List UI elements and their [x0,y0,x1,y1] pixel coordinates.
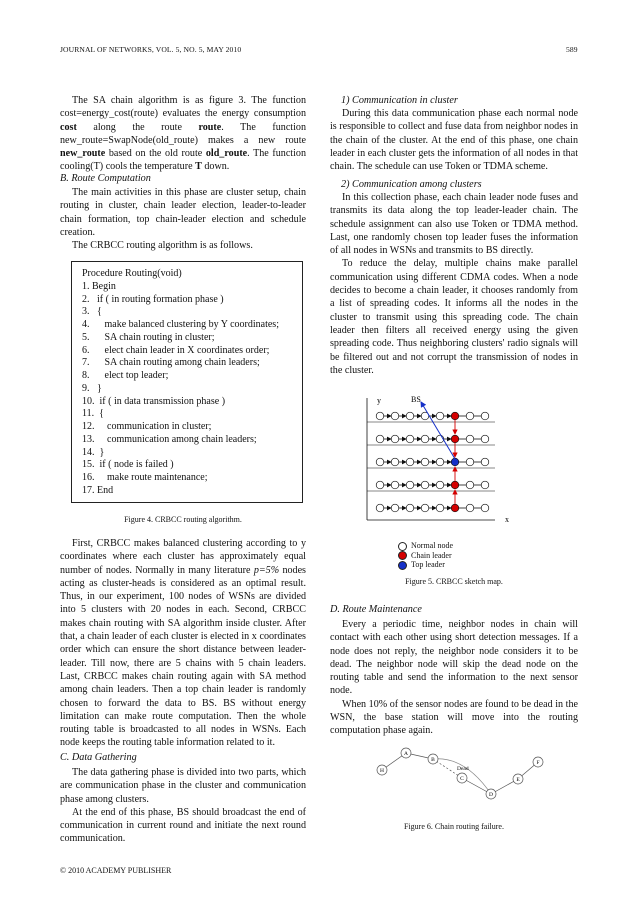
procedure-line: 13. communication among chain leaders; [82,433,257,445]
normal-node [406,458,414,466]
normal-node [436,481,444,489]
normal-node [406,481,414,489]
chain-leader-node [451,412,459,420]
normal-node [481,504,489,512]
normal-node [436,504,444,512]
left-column [60,94,306,174]
procedure-line: 14. } [82,446,105,458]
normal-node [421,504,429,512]
procedure-line: 2. if ( in routing formation phase ) [82,293,224,305]
procedure-line: 12. communication in cluster; [82,421,212,432]
normal-node [406,504,414,512]
normal-node [436,412,444,420]
normal-node [481,435,489,443]
footer-copyright: © 2010 ACADEMY PUBLISHER [60,866,172,875]
top-leader-icon [398,561,407,570]
legend-top-leader: Top leader [398,560,453,570]
subsection-2-title: 2) Communication among clusters [341,179,482,190]
section-c-title: C. Data Gathering [60,752,137,763]
procedure-line: 1. Begin [82,280,116,292]
paragraph-cdma: To reduce the delay, multiple chains make parallel communication using different CDMA codes. When a node decides to become a chain leader, it chooses randomly from a list of spreading codes. It informs all the nodes in the cluster to transmit using this spreading code. The chain leader then filters all received energy using the given spreading code. Thus neighboring clusters' radio signals will be filtered out and not corrupt the transmission of nodes in the cluster. [330,258,578,376]
dead-label: Dead [457,766,469,772]
normal-node [391,504,399,512]
procedure-line: 10. if ( in data transmission phase ) [82,395,226,407]
y-axis-label: y [377,396,381,405]
normal-node [376,481,384,489]
chain-node-label: B [431,757,435,763]
normal-node [376,435,384,443]
journal-header: JOURNAL OF NETWORKS, VOL. 5, NO. 5, MAY 2010 [60,45,242,54]
normal-node [481,412,489,420]
figure-6-caption: Figure 6. Chain routing failure. [404,822,504,831]
chain-node-label: H [380,768,384,774]
normal-node [481,458,489,466]
procedure-line: 7. SA chain routing among chain leaders; [82,357,260,369]
normal-node [376,412,384,420]
normal-node [436,458,444,466]
legend-chain-leader: Chain leader [398,551,453,561]
procedure-line: 9. } [82,382,102,394]
chain-leader-node [451,435,459,443]
section-b-title: B. Route Computation [60,173,151,184]
legend-normal-node: Normal node [398,541,453,551]
chain-node-label: C [460,776,464,782]
procedure-line: 4. make balanced clustering by Y coordinates; [82,319,279,330]
fig5-legend [398,541,453,570]
procedure-line: Procedure Routing(void) [82,268,182,279]
chain-leader-icon [398,551,407,560]
normal-node [421,458,429,466]
normal-node [391,458,399,466]
paragraph-communication-among-clusters: In this collection phase, each chain leader node fuses and transmits its data along the top leader-leader chain. The schedule assignment can also use Token or TDMA method. Last, one randomly chosen top leader fuses the information of all nodes in WSNs and transmits to BS directly. [330,192,578,257]
section-d-title: D. Route Maintenance [330,604,422,615]
figure-5-caption: Figure 5. CRBCC sketch map. [405,577,503,586]
normal-node [376,504,384,512]
top-leader-node [451,458,459,466]
procedure-line: 11. { [82,408,104,420]
normal-node [376,458,384,466]
normal-node [391,412,399,420]
paragraph-route-computation: The main activities in this phase are cluster setup, chain routing in cluster, chain leader election, leader-to-leader chain formation, top chain-leader election and schedule creation. [60,187,306,238]
procedure-line: 15. if ( node is failed ) [82,459,174,471]
paragraph-route-maintenance: Every a periodic time, neighbor nodes in chain will contact with each other using short detection messages. If a node does not reply, the neighbor node considers it to be dead. The neighbor node will skip the dead node on the routing table and send the information to the next sensor node. [330,619,578,697]
normal-node [406,435,414,443]
paragraph-communication-in-cluster: During this data communication phase each normal node is responsible to collect and fuse data from neighbor nodes in the chain of the cluster. At the end of this phase, one chain leader in each cluster gets the information of all nodes in that chain. The schedule can use Token or TDMA scheme. [330,108,578,173]
figure-4-caption: Figure 4. CRBCC routing algorithm. [124,515,242,524]
paragraph-crbcc-intro: The CRBCC routing algorithm is as follows. [72,240,253,252]
chain-node-label: D [489,792,493,798]
chain-node-label: F [536,760,540,766]
paragraph-crbcc-clustering: First, CRBCC makes balanced clustering according to y coordinates where each cluster has approximately equal number of nodes. Normally in many literature p=5% nodes acting as cluster-heads is considered as an optimal result. Thus, in our experiment, 100 nodes of WSNs are divided into 5 clusters with 20 nodes in each. Second, CRBCC makes chain routing with SA algorithm inside cluster. After that, a chain leader of each cluster is elected in x coordinates order which can ensure the short distance between leader-leader. Till now, there are 5 chains with 5 chain leaders. Last, CRBCC makes chain routing again with SA method among chain leaders. Then a top chain leader is randomly chosen to forward the data to BS. BS without energy limitation can make route computation. Then the whole routing table is broadcasted to all nodes in WSNs. Each node keeps the routing table information related to it. [60,538,306,749]
normal-node-icon [398,542,407,551]
normal-node [391,481,399,489]
procedure-line: 8. elect top leader; [82,370,169,381]
chain-node-label: A [404,751,408,757]
normal-node [406,412,414,420]
normal-node [466,504,474,512]
normal-node [421,435,429,443]
normal-node [466,481,474,489]
normal-node [421,481,429,489]
procedure-line: 6. elect chain leader in X coordinates order; [82,344,270,356]
procedure-line: 16. make route maintenance; [82,472,208,483]
normal-node [391,435,399,443]
normal-node [466,435,474,443]
bs-label: BS [411,395,421,404]
subsection-1-title: 1) Communication in cluster [341,95,458,106]
paragraph-broadcast-end: At the end of this phase, BS should broadcast the end of communication in current round and initiate the next round communication. [60,806,306,845]
paragraph-recompute: When 10% of the sensor nodes are found to be dead in the WSN, the base station will move into the routing computation phase again. [330,698,578,737]
x-axis-label: x [505,515,509,524]
normal-node [466,458,474,466]
chain-routing-failure-diagram [365,744,555,806]
procedure-line: 3. { [82,306,102,318]
procedure-box [71,261,303,503]
page-number: 589 [566,45,578,54]
paragraph-data-gathering: The data gathering phase is divided into two parts, which are communication phase in the cluster and communication phase among clusters. [60,767,306,805]
paragraph-sa-function: The SA chain algorithm is as figure 3. The function cost=energy_cost(route) evaluates the energy consumption cost along the route route. The function new_route=SwapNode(old_route) makes a new route new_route based on the old route old_route. The function cooling(T) cools the temperature T down. [60,95,307,173]
chain-leader-node [451,481,459,489]
normal-node [466,412,474,420]
chain-leader-node [451,504,459,512]
crbcc-sketch-map [355,390,515,530]
normal-node [481,481,489,489]
procedure-line: 17. End [82,484,114,496]
procedure-line: 5. SA chain routing in cluster; [82,331,215,343]
top-leader-to-bs-arrow [421,402,455,459]
chain-node-label: E [516,777,520,783]
